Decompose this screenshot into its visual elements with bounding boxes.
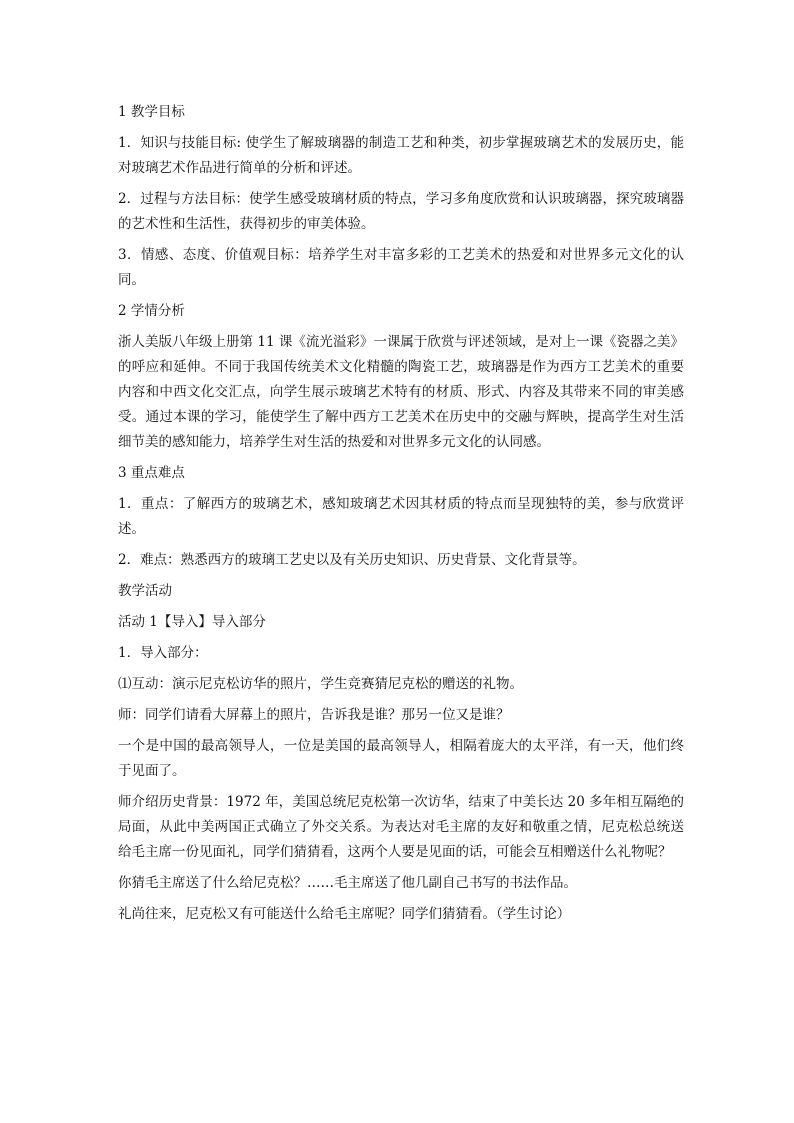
section-heading-analysis: 2 学情分析 xyxy=(118,303,185,319)
activity-line-7: 礼尚往来，尼克松又有可能送什么给毛主席呢？同学们猜猜看。（学生讨论） xyxy=(118,906,571,922)
document-content xyxy=(118,100,684,933)
section-heading-goals: 1 教学目标 xyxy=(118,104,185,120)
goal-item-1: 1．知识与技能目标: 使学生了解玻璃器的制造工艺和种类，初步掌握玻璃艺术的发展历史，能对玻璃艺术作品进行简单的分析和评述。 xyxy=(118,135,684,176)
activity-line-1: 1．导入部分： xyxy=(118,645,208,661)
keypoint-item-1: 1．重点：了解西方的玻璃艺术，感知玻璃艺术因其材质的特点而呈现独特的美，参与欣赏评述。 xyxy=(118,496,684,537)
activity-line-4: 一个是中国的最高领导人，一位是美国的最高领导人，相隔着庞大的太平洋，有一天，他们终于见面了。 xyxy=(118,738,684,779)
section-heading-activities: 教学活动 xyxy=(118,583,172,599)
activity-1-title: 活动 1【导入】导入部分 xyxy=(118,614,266,630)
activity-line-5: 师介绍历史背景：1972 年，美国总统尼克松第一次访华，结束了中美长达 20 多年相互隔绝的局面，从此中美两国正式确立了外交关系。为表达对毛主席的友好和敬重之情，尼克松总统送给毛主席一份见面礼，同学们猜猜看，这两个人要是见面的话，可能会互相赠送什么礼物呢？ xyxy=(118,794,684,860)
goal-item-3: 3．情感、态度、价值观目标：培养学生对丰富多彩的工艺美术的热爱和对世界多元文化的认同。 xyxy=(118,247,684,288)
activity-line-2: ⑴互动：演示尼克松访华的照片，学生竞赛猜尼克松的赠送的礼物。 xyxy=(118,676,523,692)
section-heading-keypoints: 3 重点难点 xyxy=(118,465,185,481)
activity-line-3: 师：同学们请看大屏幕上的照片，告诉我是谁？那另一位又是谁？ xyxy=(118,707,510,723)
goal-item-2: 2．过程与方法目标：使学生感受玻璃材质的特点，学习多角度欣赏和认识玻璃器，探究玻璃器的艺术性和生活性，获得初步的审美体验。 xyxy=(118,191,684,232)
analysis-paragraph: 浙人美版八年级上册第 11 课《流光溢彩》一课属于欣赏与评述领域，是对上一课《瓷器之美》的呼应和延伸。不同于我国传统美术文化精髓的陶瓷工艺，玻璃器是作为西方工艺美术的重要内容和中西文化交汇点，向学生展示玻璃艺术特有的材质、形式、内容及其带来不同的审美感受。通过本课的学习，能使学生了解中西方工艺美术在历史中的交融与辉映，提高学生对生活细节美的感知能力，培养学生对生活的热爱和对世界多元文化的认同感。 xyxy=(118,334,684,450)
activity-line-6: 你猜毛主席送了什么给尼克松？……毛主席送了他几副自己书写的书法作品。 xyxy=(118,875,577,891)
keypoint-item-2: 2．难点：熟悉西方的玻璃工艺史以及有关历史知识、历史背景、文化背景等。 xyxy=(118,552,586,568)
